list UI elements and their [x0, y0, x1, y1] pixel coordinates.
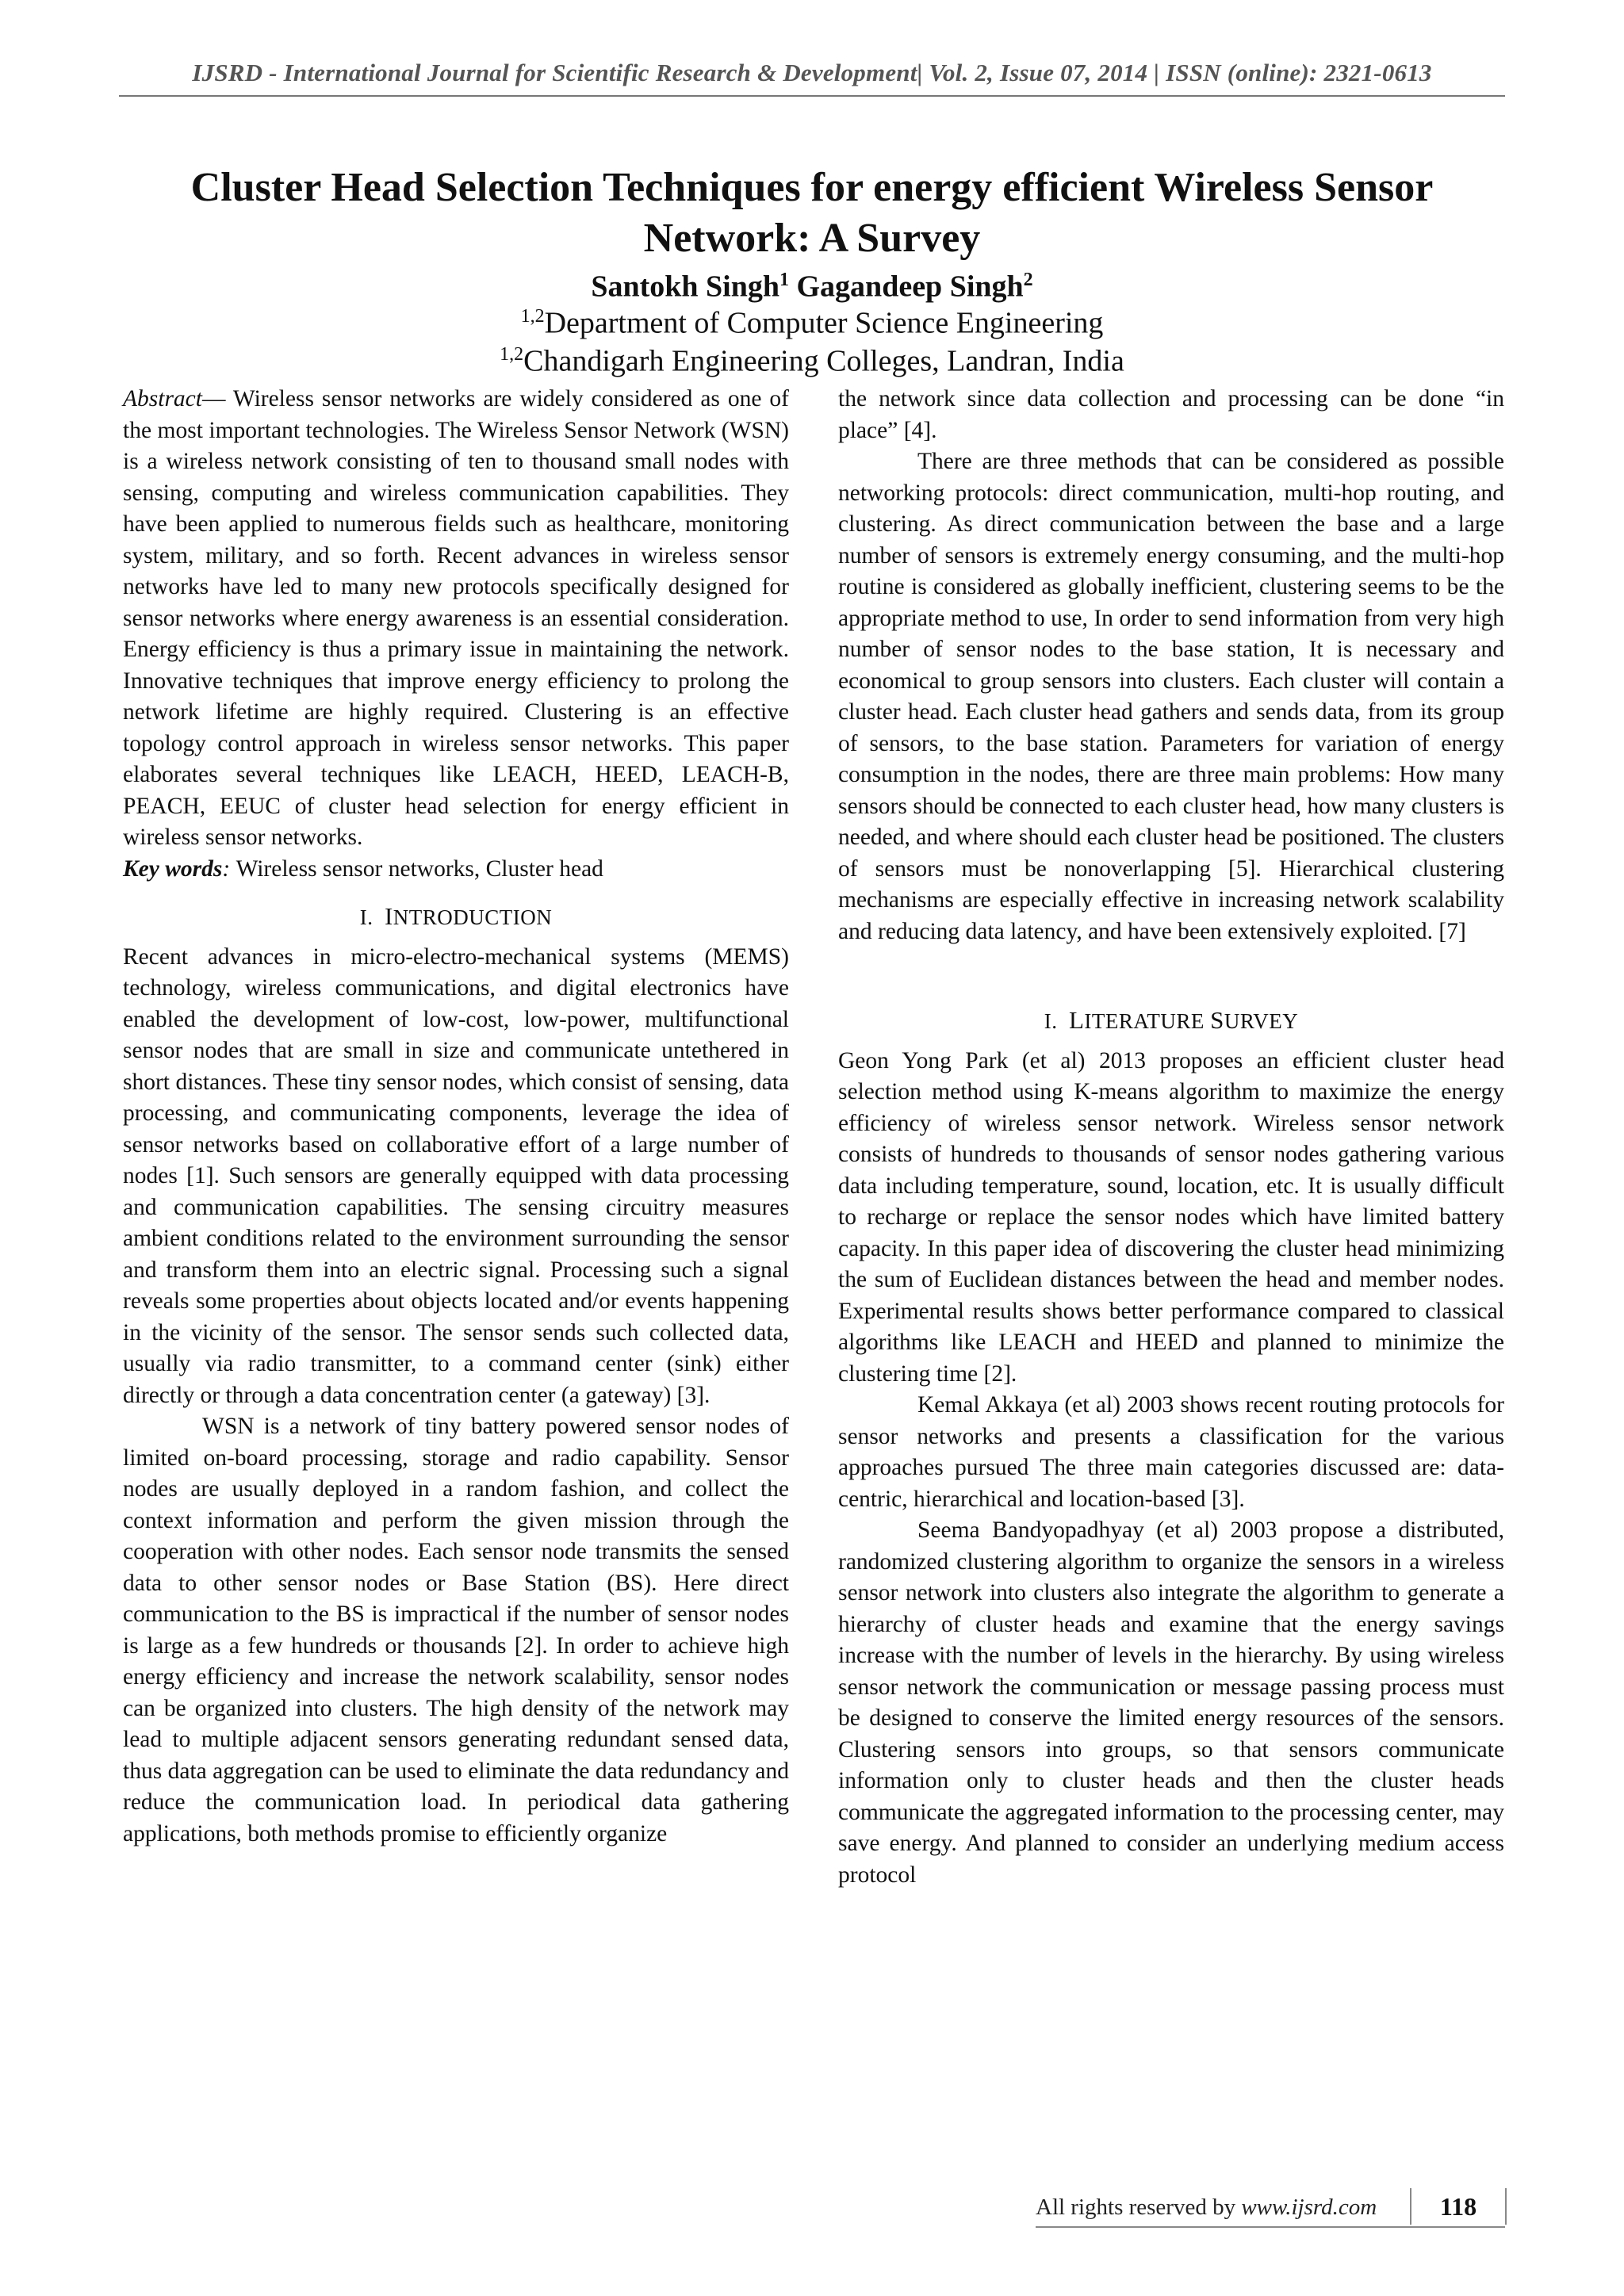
section-heading-literature-survey: I. LITERATURE SURVEY: [1044, 1006, 1299, 1034]
page-number: 118: [1410, 2188, 1507, 2225]
keywords-text: Wireless sensor networks, Cluster head: [236, 855, 603, 882]
author-1: Santokh Singh: [591, 270, 779, 304]
abstract-text: Wireless sensor networks are widely considered as one of the most important technologies. The Wireless Sensor Network (WSN) is a wireless network consisting of ten to thousand small nodes with sensing, computing and wireless communication capabilities. They have been applied to numerous fields such as healthcare, monitoring system, military, and so forth. Recent advances in wireless sensor networks have led to many new protocols specifically designed for sensor networks where energy awareness is an essential consideration. Energy efficiency is thus a primary issue in maintaining the network. Innovative techniques that improve energy efficiency to prolong the network lifetime are highly required. Clustering is an effective topology control approach in wireless sensor networks. This paper elaborates several techniques like LEACH, HEED, LEACH-B, PEACH, EEUC of cluster head selection for energy efficient in wireless sensor networks.: [123, 386, 790, 850]
intro-paragraph-3: the network since data collection and processing can be done “in place” [4].: [838, 386, 1504, 443]
affiliation-2: [111, 336, 1513, 380]
footer-rights: All rights reserved by www.ijsrd.com: [1036, 2195, 1377, 2220]
survey-paragraph-2: Kemal Akkaya (et al) 2003 shows recent routing protocols for sensor networks and presents a classification for the various approaches pursued The three main categories discussed are: data-centric, hierarchical and location-based [3].: [838, 1392, 1504, 1512]
intro-paragraph-4: There are three methods that can be considered as possible networking protocols: direct communication, multi-hop routing, and clustering. As direct communication between the base and a large number of sensors is extremely energy consuming, and the multi-hop routine is considered as globally inefficient, clustering seems to be the appropriate method to use, In order to send information from very high number of sensor nodes to the base station, It is necessary and economical to group sensors into clusters. Each cluster will contain a cluster head. Each cluster head gathers and sends data, from its group of sensors, to the base station. Parameters for variation of energy consumption in the nodes, there are three main problems: How many sensors should be connected to each cluster head, how many clusters is needed, and where should each cluster head be positioned. The clusters of sensors must be nonoverlapping [5]. Hierarchical clustering mechanisms are especially effective in increasing network scalability and reducing data latency, and have been extensively exploited. [7]: [838, 449, 1504, 944]
abstract: Abstract— Wireless sensor networks are widely considered as one of the most important technologies. The Wireless Sensor Network (WSN) is a wireless network consisting of ten to thousand small nodes with sensing, computing and wireless communication capabilities. They have been applied to numerous fields such as healthcare, monitoring system, military, and so forth. Recent advances in wireless sensor networks have led to many new protocols specifically designed for sensor networks where energy awareness is an essential consideration. Energy efficiency is thus a primary issue in maintaining the network. Innovative techniques that improve energy efficiency to prolong the network lifetime are highly required. Clustering is an effective topology control approach in wireless sensor networks. This paper elaborates several techniques like LEACH, HEED, LEACH-B, PEACH, EEUC of cluster head selection for energy efficient in wireless sensor networks.: [123, 386, 790, 850]
intro-paragraph-1: Recent advances in micro-electro-mechanical systems (MEMS) technology, wireless communications, and digital electronics have enabled the development of low-cost, low-power, multifunctional sensor nodes that are small in size and communicate untethered in short distances. These tiny sensor nodes, which consist of sensing, data processing, and communicating components, leverage the idea of sensor networks based on collaborative effort of a large number of nodes [1]. Such sensors are generally equipped with data processing and communication capabilities. The sensing circuitry measures ambient conditions related to the environment surrounding the sensor and transform them into an electric signal. Processing such a signal reveals some properties about objects located and/or events happening in the vicinity of the sensor. The sensor sends such collected data, usually via radio transmitter, to a command center (sink) either directly or through a data concentration center (a gateway) [3].: [123, 943, 789, 1408]
affiliation-1-sup: 1,2: [520, 306, 545, 327]
intro-paragraph-2: WSN is a network of tiny battery powered sensor nodes of limited on-board processing, storage and radio capability. Sensor nodes are usually deployed in a random fashion, and collect the context information and perform the given mission through the cooperation with other nodes. Each sensor node transmits the sensed data to other sensor nodes or Base Station (BS). Here direct communication to the BS is impractical if the number of sensor nodes is large as a few hundreds or thousands [2]. In order to achieve high energy efficiency and increase the network scalability, sensor nodes can be organized into clusters. The high density of the network may lead to multiple adjacent sensors generating redundant sensed data, thus data aggregation can be used to eliminate the data redundancy and reduce the communication load. In periodical data gathering applications, both methods promise to efficiently organize: [123, 1414, 789, 1846]
author-1-sup: 1: [779, 270, 789, 290]
footer-rule: [1036, 2226, 1505, 2228]
header-rule: [119, 95, 1505, 97]
abstract-label: Abstract: [123, 386, 202, 411]
paper-title: [111, 163, 1513, 264]
keywords-label: Key words: [123, 855, 223, 882]
journal-website-link[interactable]: www.ijsrd.com: [1241, 2195, 1377, 2220]
affiliation-2-text: Chandigarh Engineering Colleges, Landran, India: [523, 344, 1124, 378]
left-column: [123, 384, 789, 1850]
title-line-1: Cluster Head Selection Techniques for energy efficient Wireless Sensor: [190, 165, 1434, 210]
section-heading-introduction: I. INTRODUCTION: [359, 902, 553, 930]
affiliation-1-text: Department of Computer Science Engineering: [544, 306, 1104, 340]
survey-paragraph-3: Seema Bandyopadhyay (et al) 2003 propose a distributed, randomized clustering algorithm to organize the sensors in a wireless sensor network into clusters also integrate the algorithm to generate a hierarchy of cluster heads and examine that the energy savings increase with the number of levels in the hierarchy. By using wireless sensor network the communication or message passing process must be designed to conserve the limited energy resources of the sensors. Clustering sensors into groups, so that sensors communicate information only to cluster heads and then the cluster heads communicate the aggregated information to the processing center, may save energy. And planned to consider an underlying medium access protocol: [838, 1517, 1504, 1888]
author-2-sup: 2: [1023, 270, 1033, 290]
right-column: [838, 384, 1504, 1891]
affiliation-2-sup: 1,2: [500, 344, 524, 365]
survey-paragraph-1: Geon Yong Park (et al) 2013 proposes an efficient cluster head selection method using K-means algorithm to maximize the energy efficiency of wireless sensor network. Wireless sensor network consists of hundreds to thousands of sensor nodes gathering various data including temperature, sound, location, etc. It is usually difficult to recharge or replace the sensor nodes which have limited battery capacity. In this paper idea of discovering the cluster head minimizing the sum of Euclidean distances between the head and member nodes. Experimental results shows better performance compared to classical algorithms like LEACH and HEED and planned to minimize the clustering time [2].: [838, 1047, 1504, 1387]
journal-header: IJSRD - International Journal for Scientific Research & Development| Vol. 2, Issue 07, 2014 | ISSN (online): 2321-0613: [192, 59, 1432, 86]
keywords: Key words: Wireless sensor networks, Cluster head: [123, 855, 603, 882]
author-2: Gagandeep Singh: [796, 270, 1024, 304]
affiliation-1: [111, 298, 1513, 342]
title-line-2: Network: A Survey: [643, 216, 981, 261]
